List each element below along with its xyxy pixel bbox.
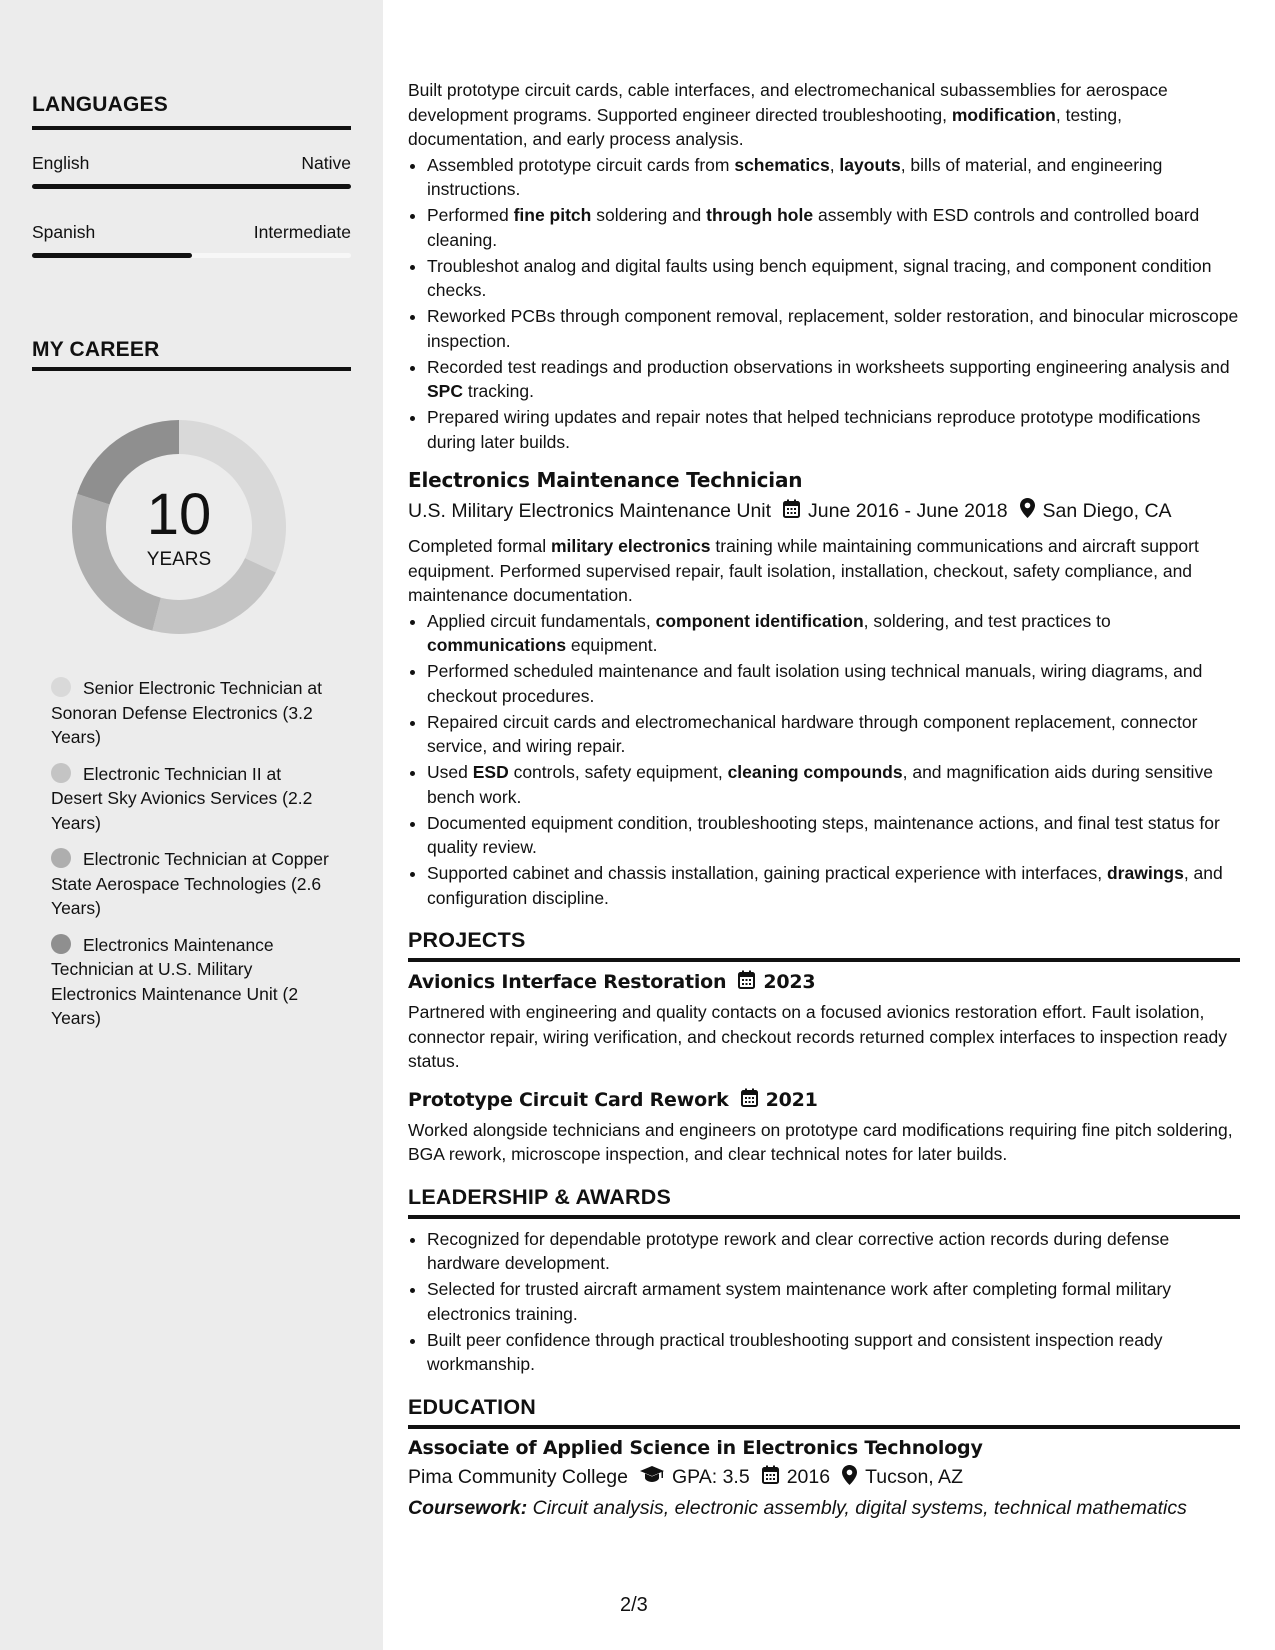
career-total-unit: YEARS [146, 549, 212, 570]
language-bar-english [32, 184, 351, 189]
calendar-icon [741, 1088, 758, 1112]
list-item: • Applied circuit fundamentals, component identification, soldering, and test practices to communications equipment. [427, 609, 1240, 658]
list-item: • Recognized for dependable prototype rework and clear corrective action records during defense hardware development. [427, 1227, 1240, 1276]
career-legend-item [51, 847, 331, 921]
page-number: 2/3 [620, 1594, 648, 1616]
language-name: English [32, 153, 90, 173]
legend-text: Electronic Technician at Copper State Aerospace Technologies (2.6 Years) [51, 849, 329, 918]
coursework: Coursework: Circuit analysis, electronic assembly, digital systems, technical mathematics [408, 1496, 1187, 1519]
language-name: Spanish [32, 222, 96, 242]
awards-heading: LEADERSHIP & AWARDS [408, 1184, 672, 1209]
projects-heading: PROJECTS [408, 928, 526, 952]
language-bar-spanish [32, 253, 351, 258]
list-item: • Repaired circuit cards and electromechanical hardware through component replacement, connector service, and wiring repair. [427, 710, 1240, 759]
calendar-icon [783, 499, 800, 524]
career-legend-item [51, 762, 331, 836]
job-employer: U.S. Military Electronics Maintenance Unit [408, 499, 772, 522]
awards-rule [408, 1215, 1240, 1219]
legend-dot [51, 763, 71, 783]
experience-bullets [408, 153, 1240, 455]
location-pin-icon [842, 1465, 857, 1491]
gpa: GPA: 3.5 [672, 1466, 750, 1488]
list-item: • Selected for trusted aircraft armament system maintenance work after completing formal military electronics training. [427, 1277, 1240, 1326]
legend-dot [51, 677, 71, 697]
list-item: • Built peer confidence through practical troubleshooting support and consistent inspection ready workmanship. [427, 1328, 1240, 1377]
school-name: Pima Community College [408, 1466, 628, 1488]
languages-rule [32, 126, 351, 130]
language-level: Intermediate [253, 222, 351, 242]
education-meta [408, 1465, 1240, 1491]
location-pin-icon [1020, 498, 1035, 524]
list-item: • Used ESD controls, safety equipment, cleaning compounds, and magnification aids during sensitive bench work. [427, 760, 1240, 809]
job-location: San Diego, CA [1042, 499, 1172, 522]
career-legend [51, 676, 331, 1043]
job-title: Electronics Maintenance Technician [408, 468, 803, 492]
career-total-years: 10 [146, 482, 212, 547]
education-heading: EDUCATION [408, 1394, 537, 1419]
languages-heading: LANGUAGES [32, 93, 168, 116]
project-description: Partnered with engineering and quality contacts on a focused avionics restoration effort. Fault isolation, connector repair, wiring verification, and checkout records returned complex interfaces to inspection ready status. [408, 1002, 1228, 1071]
legend-text: Electronics Maintenance Technician at U.S. Military Electronics Maintenance Unit (2 Years) [51, 934, 299, 1028]
project-year: 2021 [765, 1088, 818, 1111]
career-rule [32, 367, 351, 371]
list-item: • Performed fine pitch soldering and through hole assembly with ESD controls and controlled board cleaning. [427, 203, 1240, 252]
projects-rule [408, 958, 1240, 962]
graduation-year: 2016 [786, 1466, 831, 1488]
sidebar [0, 0, 383, 1650]
education-rule [408, 1425, 1240, 1429]
legend-text: Senior Electronic Technician at Sonoran Defense Electronics (3.2 Years) [51, 678, 322, 747]
job-dates: June 2016 - June 2018 [808, 499, 1008, 522]
career-legend-item [51, 933, 331, 1031]
calendar-icon [762, 1465, 779, 1490]
language-row-spanish [32, 222, 351, 243]
career-heading: MY CAREER [32, 338, 160, 361]
project-description: Worked alongside technicians and engineers on prototype card modifications requiring fine pitch soldering, BGA rework, microscope inspection, and clear technical notes for later builds. [408, 1119, 1233, 1164]
list-item: • Documented equipment condition, troubleshooting steps, maintenance actions, and final test status for quality review. [427, 811, 1240, 860]
list-item: • Prepared wiring updates and repair notes that helped technicians reproduce prototype modifications during later builds. [427, 405, 1240, 454]
list-item: • Troubleshot analog and digital faults using bench equipment, signal tracing, and component condition checks. [427, 254, 1240, 303]
school-location: Tucson, AZ [865, 1466, 963, 1488]
language-bar-fill [32, 253, 192, 258]
language-bar-fill [32, 184, 351, 189]
list-item: • Recorded test readings and production observations in worksheets supporting engineering analysis and SPC tracking. [427, 355, 1240, 404]
calendar-icon [738, 970, 755, 994]
project-title: Avionics Interface Restoration 2023 [408, 971, 816, 993]
legend-dot [51, 848, 71, 868]
list-item: • Reworked PCBs through component removal, replacement, solder restoration, and binocular microscope inspection. [427, 304, 1240, 353]
awards-list [408, 1227, 1240, 1377]
graduation-cap-icon [640, 1466, 664, 1489]
list-item: • Performed scheduled maintenance and fault isolation using technical manuals, wiring diagrams, and checkout procedures. [427, 659, 1240, 708]
degree-title: Associate of Applied Science in Electronics Technology [408, 1436, 983, 1459]
career-legend-item [51, 676, 331, 750]
job-description: Completed formal military electronics training while maintaining communications and aircraft support equipment. Performed supervised repair, fault isolation, installation, checkout, safety compliance, and maintenance documentation. [408, 536, 1199, 605]
language-row-english [32, 153, 351, 174]
legend-text: Electronic Technician II at Desert Sky Avionics Services (2.2 Years) [51, 763, 313, 833]
list-item: • Assembled prototype circuit cards from schematics, layouts, bills of material, and engineering instructions. [427, 153, 1240, 202]
list-item: • Supported cabinet and chassis installation, gaining practical experience with interfaces, drawings, and configuration discipline. [427, 861, 1240, 910]
legend-dot [51, 934, 71, 954]
project-title: Prototype Circuit Card Rework 2021 [408, 1088, 818, 1111]
intro-paragraph: Built prototype circuit cards, cable interfaces, and electromechanical subassemblies for aerospace development programs. Supported engineer directed troubleshooting, modification, testing, documentation, and early process analysis. [408, 80, 1168, 149]
job-bullets [408, 609, 1240, 911]
language-level: Native [301, 153, 351, 173]
job-meta [408, 498, 1240, 524]
project-year: 2023 [763, 971, 816, 993]
main-content [408, 78, 1240, 1520]
